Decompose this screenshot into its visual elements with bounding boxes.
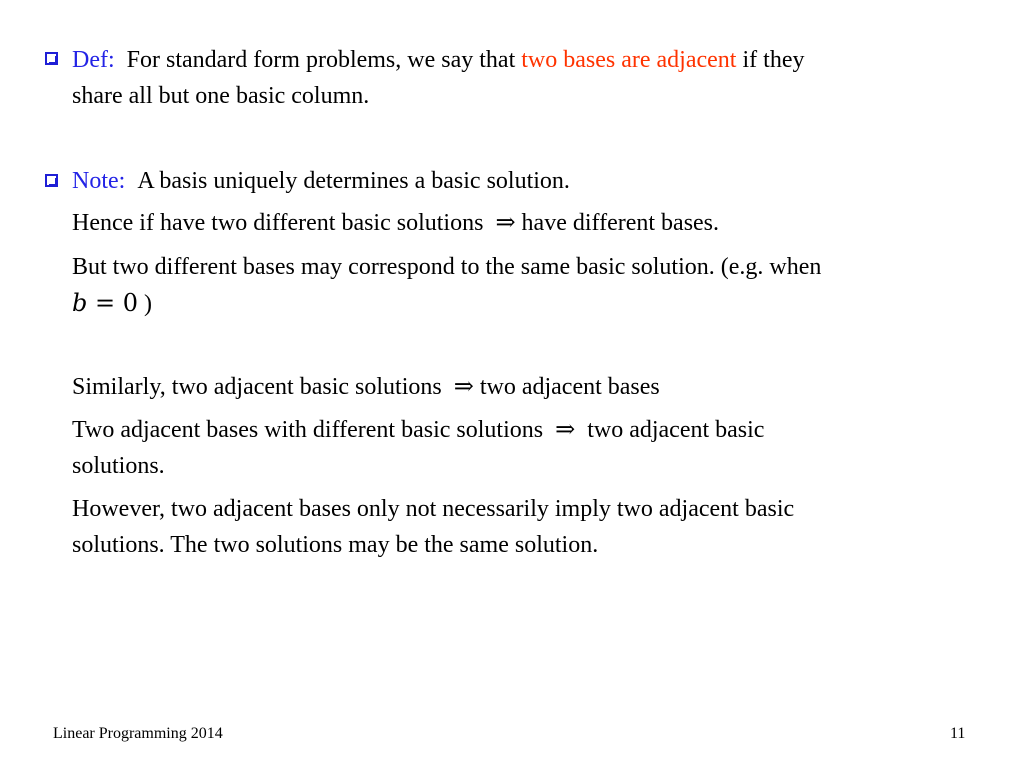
two-adj-line2: solutions. [72, 453, 165, 479]
def-label: Def: [72, 47, 115, 73]
def-text-before: For standard form problems, we say that [126, 47, 516, 73]
math-eq: = 0 [95, 289, 139, 317]
hence-before: Hence if have two different basic solutions [72, 210, 484, 236]
but-line1: But two different bases may correspond to the same basic solution. (e.g. when [72, 254, 822, 280]
two-adj-before: Two adjacent bases with different basic solutions [72, 417, 544, 443]
however-paragraph [72, 491, 982, 563]
two-adjacent-paragraph [72, 412, 982, 484]
def-text-after: if they [742, 47, 805, 73]
similarly-line [72, 369, 982, 405]
math-b-equals-zero [72, 289, 138, 317]
implies-arrow-icon: ⇒ [453, 374, 474, 400]
def-paragraph [72, 42, 982, 114]
note-line1: A basis uniquely determines a basic solution. [137, 168, 570, 194]
however-line2: solutions. The two solutions may be the same solution. [72, 532, 599, 558]
def-bullet-icon [45, 52, 58, 65]
but-close: ) [144, 291, 153, 317]
math-b: b [72, 289, 88, 317]
page-number: 11 [950, 725, 966, 742]
note-bullet-icon [45, 174, 58, 187]
hence-after: have different bases. [521, 210, 720, 236]
hence-line [72, 205, 982, 241]
similarly-before: Similarly, two adjacent basic solutions [72, 374, 442, 400]
implies-arrow-icon: ⇒ [495, 210, 516, 236]
def-text-line2: share all but one basic column. [72, 83, 370, 109]
but-paragraph [72, 249, 982, 322]
however-line1: However, two adjacent bases only not necessarily imply two adjacent basic [72, 496, 795, 522]
def-highlight: two bases are adjacent [521, 47, 737, 73]
footer-title: Linear Programming 2014 [53, 725, 223, 742]
implies-arrow-icon: ⇒ [555, 417, 576, 443]
note-label: Note: [72, 168, 126, 194]
two-adj-after: two adjacent basic [587, 417, 765, 443]
similarly-after: two adjacent bases [479, 374, 660, 400]
note-paragraph [72, 163, 982, 199]
